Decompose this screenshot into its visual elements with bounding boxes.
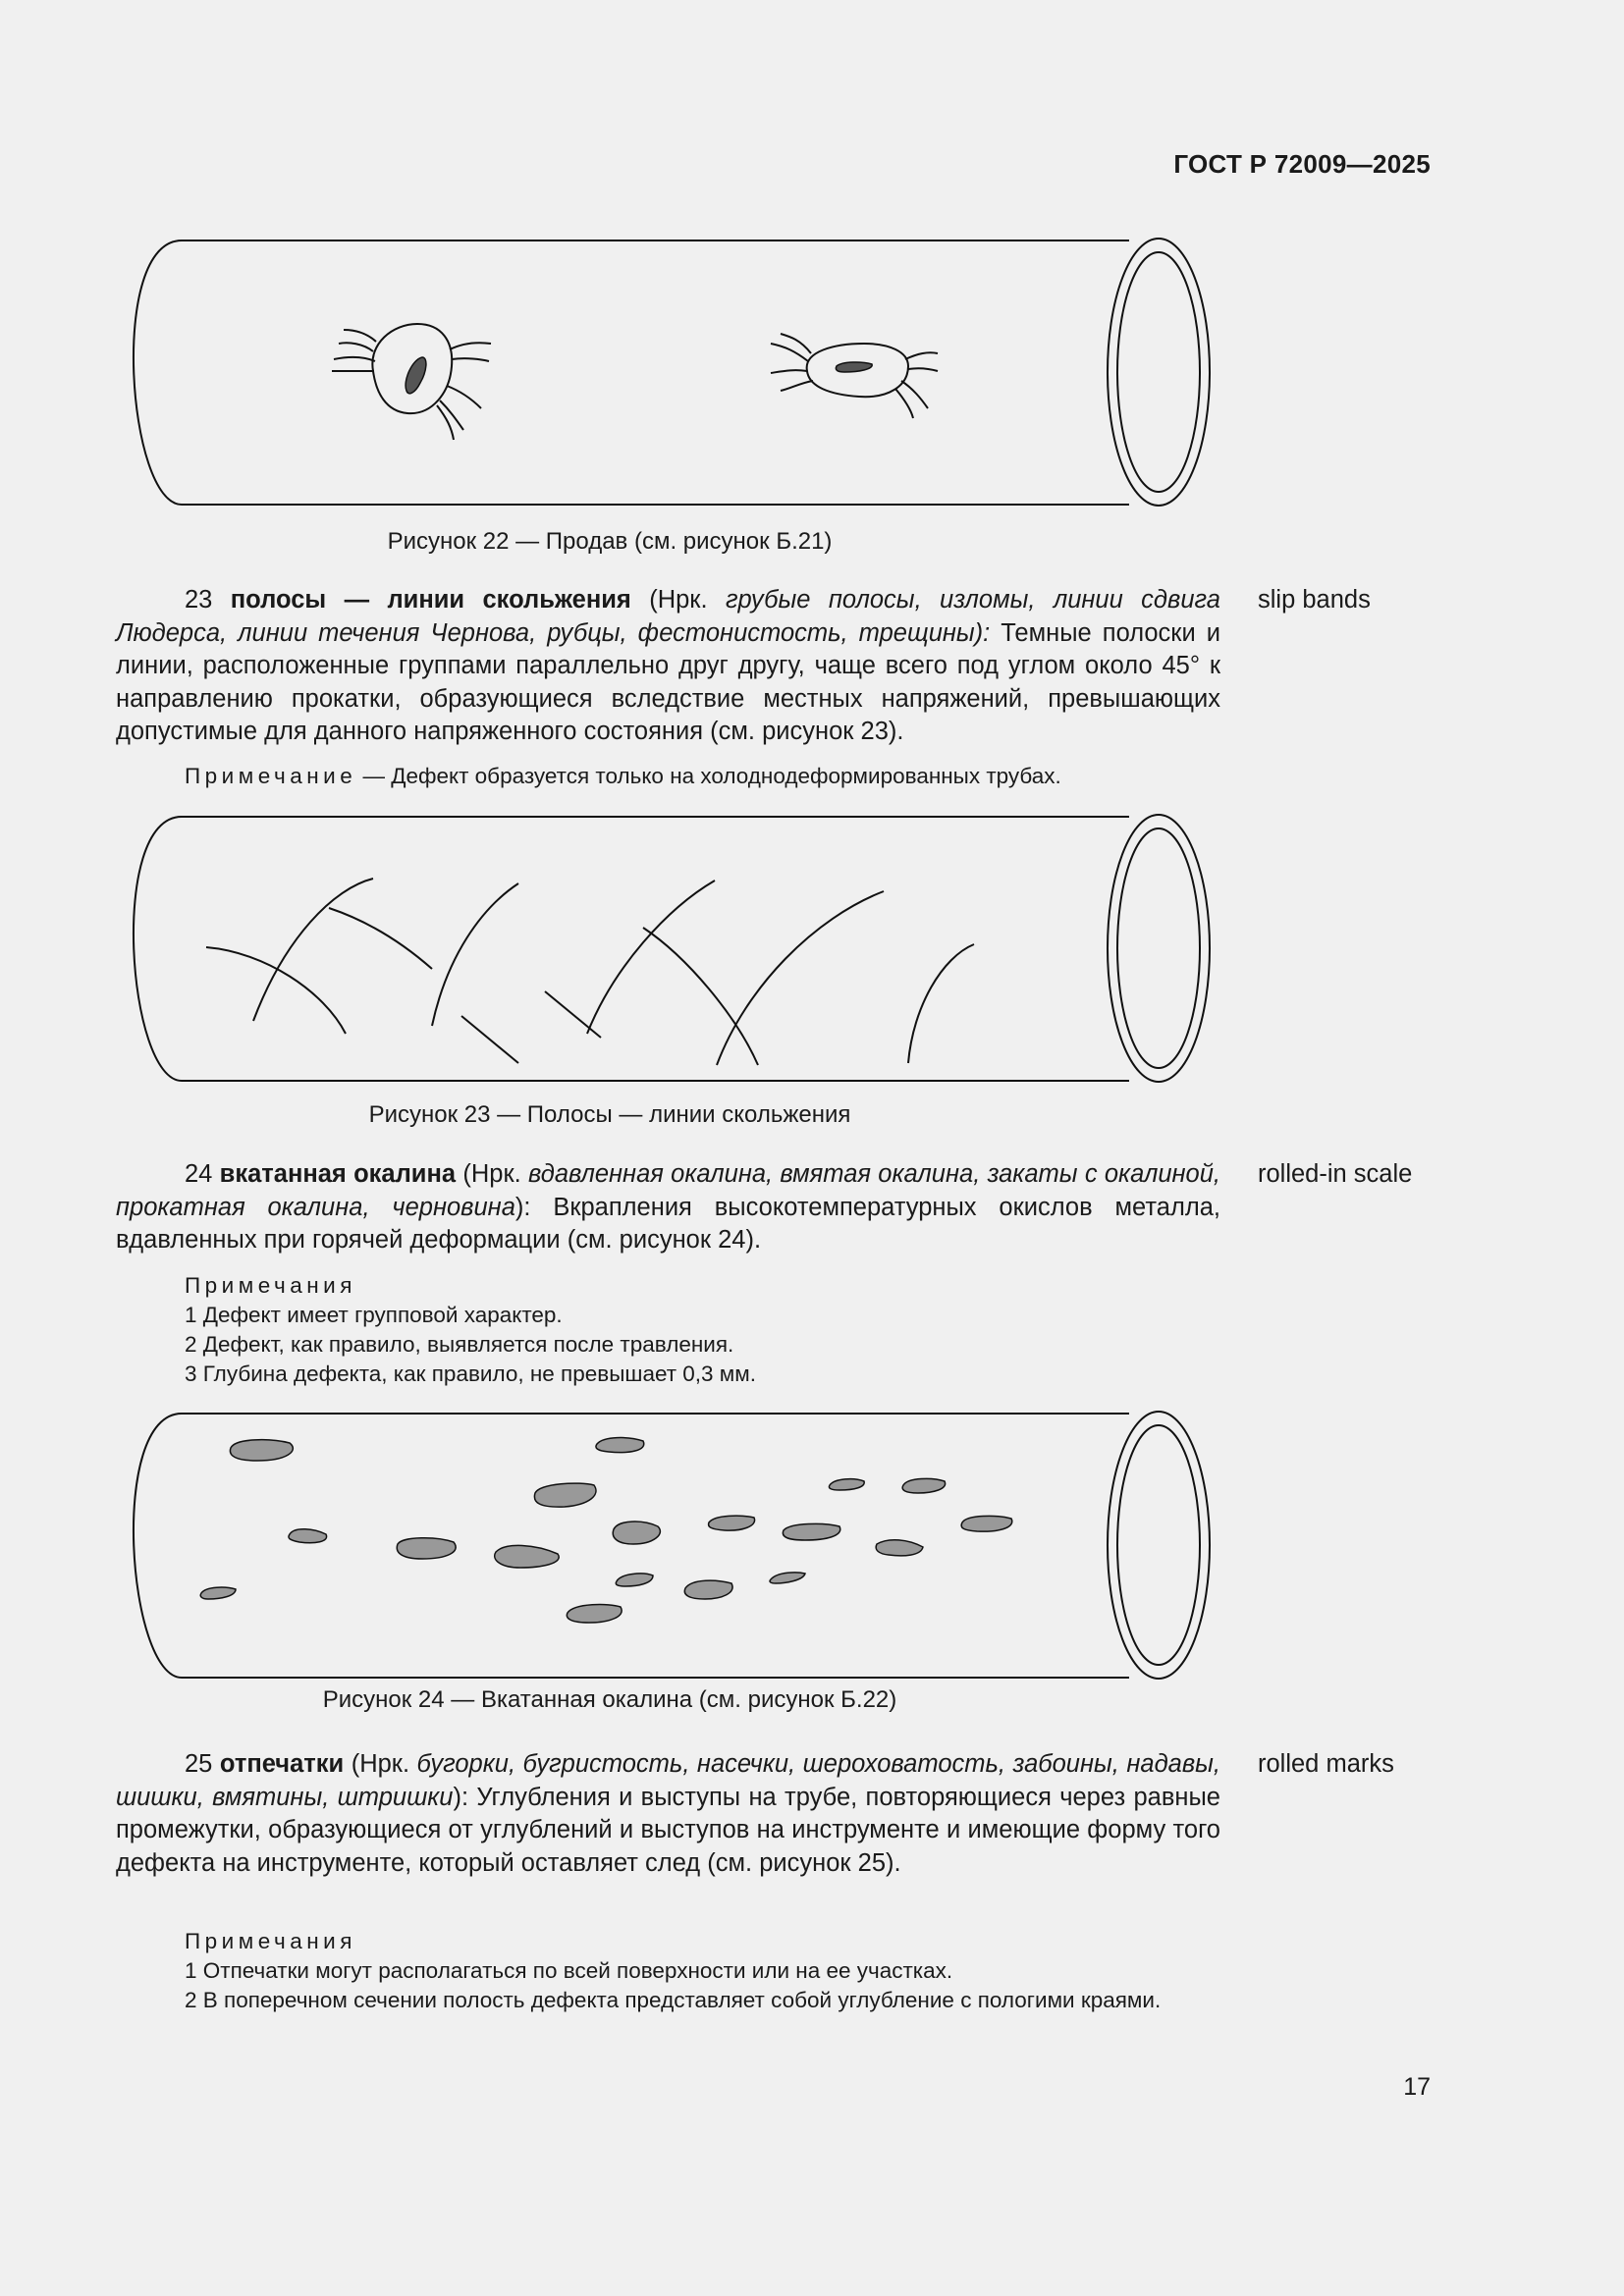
term-24-note-3: 3 Глубина дефекта, как правило, не превышает 0,3 мм.: [185, 1362, 757, 1386]
term-number: 25: [185, 1750, 213, 1778]
nonrecommended-terms: вдавленная окалина, вмятая окалина, закаты с окалиной, прокатная окалина, черновина: [116, 1160, 1221, 1221]
term-definition: Темные полоски и линии, расположенные группами параллельно друг другу, чаще всего под углом около 45° к направлению прокатки, образующиеся вследствие местных напряжений, превышающих допустимые для данного напряженного состояния (см. рисунок 23).: [116, 618, 1220, 745]
english-equivalent: rolled marks: [1258, 1750, 1394, 1778]
term-25-note-1: 1 Отпечатки могут располагаться по всей поверхности или на ее участках.: [185, 1958, 953, 1983]
figure-22-pipe-drawing: [0, 234, 1624, 513]
term-24-note-1: 1 Дефект имеет групповой характер.: [185, 1303, 563, 1327]
figure-23-pipe-drawing: [0, 810, 1624, 1090]
term-name: полосы — линии скольжения: [230, 586, 631, 614]
term-name: вкатанная окалина: [219, 1160, 457, 1188]
term-24-entry: [116, 1158, 1413, 1257]
term-name: отпечатки: [219, 1750, 345, 1778]
notes-label: Примечания: [185, 1273, 356, 1298]
english-equivalent: rolled-in scale: [1258, 1160, 1413, 1188]
page-number: 17: [1403, 2073, 1431, 2101]
figure-23-caption: Рисунок 23 — Полосы — линии скольжения: [368, 1101, 851, 1128]
nrk-prefix: (Нрк.: [630, 586, 726, 614]
term-23-note: [185, 762, 1061, 791]
term-number: 23: [185, 586, 213, 614]
nrk-prefix: (Нрк.: [456, 1160, 528, 1188]
figure-22-caption: Рисунок 22 — Продав (см. рисунок Б.21): [387, 528, 833, 555]
term-definition: ): Вкрапления высокотемпературных окислов металла, вдавленных при горячей деформации (см. рисунок 24).: [116, 1193, 1220, 1254]
english-equivalent: slip bands: [1258, 586, 1371, 614]
nrk-prefix: (Нрк.: [344, 1750, 417, 1778]
document-header: ГОСТ Р 72009—2025: [1173, 149, 1431, 179]
note-label: Примечание: [185, 764, 357, 788]
term-23-entry: [116, 584, 1371, 749]
nonrecommended-terms: бугорки, бугристость, насечки, шероховатость, забоины, надавы, шишки, вмятины, штришки: [116, 1750, 1220, 1811]
term-25-note-2: [116, 1986, 1220, 2015]
figure-24-caption: Рисунок 24 — Вкатанная окалина (см. рисунок Б.22): [322, 1686, 897, 1713]
notes-label: Примечания: [185, 1929, 356, 1953]
term-24-notes-label: [185, 1271, 356, 1301]
term-25-entry: [116, 1748, 1394, 1880]
figure-24-pipe-drawing: [0, 1407, 1624, 1686]
nonrecommended-terms: грубые полосы, изломы, линии сдвига Людерса, линии течения Чернова, рубцы, фестонистость, трещины):: [116, 586, 1220, 647]
term-24-note-2: 2 Дефект, как правило, выявляется после травления.: [185, 1332, 734, 1357]
term-25-notes-label: [185, 1927, 356, 1956]
note-text: 2 В поперечном сечении полость дефекта представляет собой углубление с пологими краями.: [185, 1988, 1162, 2012]
term-definition: ): Углубления и выступы на трубе, повторяющиеся через равные промежутки, образующиеся от углублений и выступов на инструменте и имеющие форму того дефекта на инструменте, который оставляет след (см. рисунок 25).: [116, 1783, 1220, 1877]
note-text: — Дефект образуется только на холоднодеформированных трубах.: [356, 764, 1061, 788]
term-number: 24: [185, 1160, 213, 1188]
